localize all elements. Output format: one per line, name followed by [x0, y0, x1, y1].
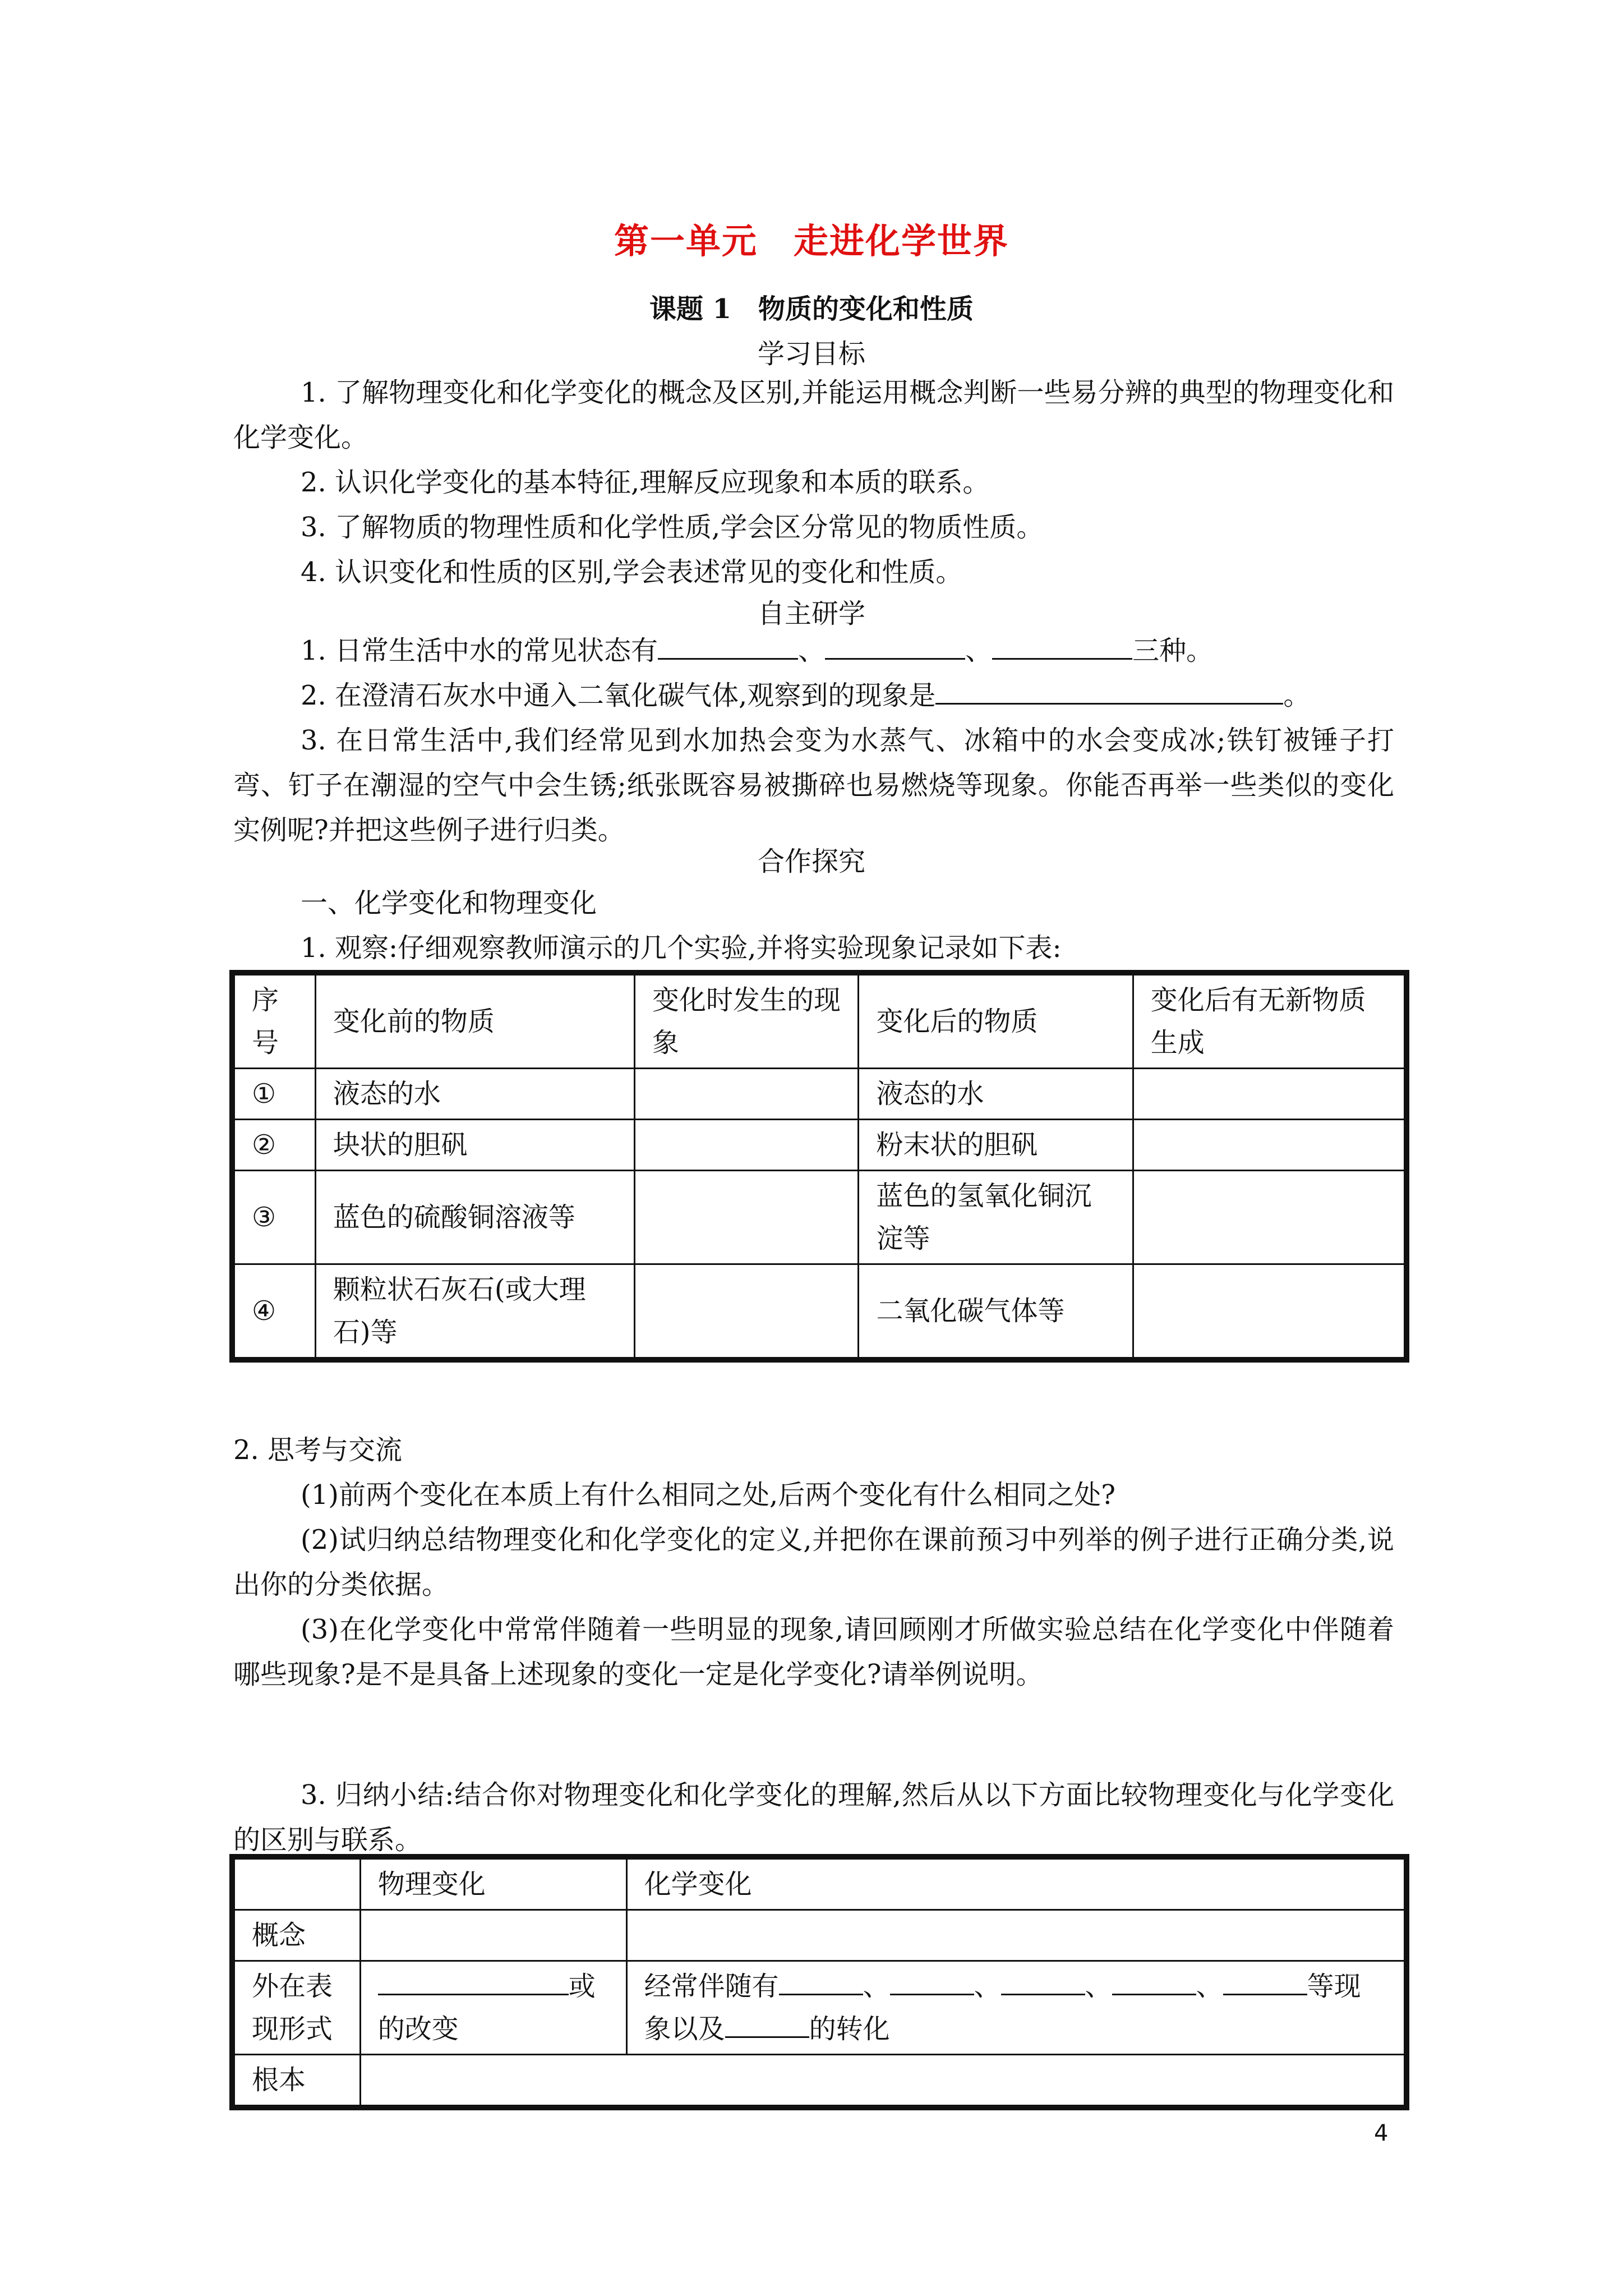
- think-heading: 2. 思考与交流: [233, 1434, 403, 1466]
- think-item: (1)前两个变化在本质上有什么相同之处,后两个变化有什么相同之处?: [301, 1479, 1115, 1511]
- answer-cell[interactable]: [635, 1120, 859, 1171]
- table-cell: 蓝色的氢氧化铜沉淀等: [859, 1171, 1133, 1264]
- table-row: [234, 1171, 1405, 1264]
- chem-form-blank[interactable]: [1223, 1971, 1307, 1995]
- q1-blank-1[interactable]: [658, 636, 798, 660]
- q2-blank[interactable]: [935, 680, 1283, 705]
- phys-form-suffix: 或: [568, 1971, 596, 2002]
- header-cell: 化学变化: [626, 1859, 1404, 1910]
- table-cell: 粉末状的胆矾: [859, 1120, 1133, 1171]
- answer-cell[interactable]: [635, 1069, 859, 1120]
- table-row: [234, 1961, 1405, 2055]
- observe-instruction: 1. 观察:仔细观察教师演示的几个实验,并将实验现象记录如下表:: [301, 932, 1062, 964]
- q2-prefix: 2. 在澄清石灰水中通入二氧化碳气体,观察到的现象是: [301, 680, 936, 711]
- goal-item: 4. 认识变化和性质的区别,学会表述常见的变化和性质。: [301, 556, 963, 588]
- table-row: [234, 2055, 1405, 2106]
- table-cell: ③: [234, 1171, 316, 1264]
- q1-prefix: 1. 日常生活中水的常见状态有: [301, 635, 658, 666]
- goal-item: 2. 认识化学变化的基本特征,理解反应现象和本质的联系。: [301, 467, 990, 498]
- q1-suffix: 三种。: [1132, 635, 1214, 666]
- answer-cell[interactable]: [1133, 1264, 1404, 1358]
- table-cell: ①: [234, 1069, 316, 1120]
- chem-form-sep: 、: [1196, 1971, 1223, 2002]
- header-cell: 物理变化: [360, 1859, 626, 1910]
- table-cell: 液态的水: [315, 1069, 634, 1120]
- chem-form-blank[interactable]: [1112, 1971, 1196, 1995]
- chem-form-sep: 、: [863, 1971, 890, 2002]
- header-cell: 变化后有无新物质生成: [1133, 975, 1404, 1069]
- answer-cell[interactable]: [1133, 1069, 1404, 1120]
- answer-cell[interactable]: [1133, 1171, 1404, 1264]
- table-header-row: [234, 975, 1405, 1069]
- table-cell: 颗粒状石灰石(或大理石)等: [315, 1264, 634, 1358]
- explore-heading: 合作探究: [757, 846, 865, 877]
- q1-sep: 、: [798, 635, 826, 666]
- self-study-q3: 3. 在日常生活中,我们经常见到水加热会变为水蒸气、冰箱中的水会变成冰;铁钉被锤子打弯、钉子在潮湿的空气中会生锈;纸张既容易被撕碎也易燃烧等现象。你能否再举一些类似的变化实例呢?并把这些例子进行归类。: [233, 725, 1394, 846]
- chem-form-sep: 、: [1085, 1971, 1112, 2002]
- corner-cell: [234, 1859, 361, 1910]
- table-row: [234, 1120, 1405, 1171]
- think-item: (2)试归纳总结物理变化和化学变化的定义,并把你在课前预习中列举的例子进行正确分类,说出你的分类依据。: [233, 1524, 1394, 1600]
- table-row: [234, 1069, 1405, 1120]
- self-study-q2: [233, 673, 1394, 718]
- answer-cell[interactable]: [360, 2055, 1404, 2106]
- table-cell: ④: [234, 1264, 316, 1358]
- row-label: 根本: [234, 2055, 361, 2106]
- table-cell: [360, 1961, 626, 2055]
- table-cell: 二氧化碳气体等: [859, 1264, 1133, 1358]
- table-header-row: [234, 1859, 1405, 1910]
- header-cell: 变化前的物质: [315, 975, 634, 1069]
- chem-form-tail: 的转化: [809, 2013, 890, 2045]
- unit-title: 第一单元 走进化学世界: [614, 220, 1009, 261]
- chem-form-prefix: 经常伴随有: [644, 1971, 779, 2002]
- observation-table: [233, 974, 1405, 1359]
- q1-blank-3[interactable]: [992, 636, 1132, 660]
- table-row: [234, 1264, 1405, 1358]
- chem-form-blank[interactable]: [1001, 1971, 1085, 1995]
- goal-item: 3. 了解物质的物理性质和化学性质,学会区分常见的物质性质。: [301, 512, 1044, 543]
- answer-cell[interactable]: [635, 1171, 859, 1264]
- q1-blank-2[interactable]: [825, 636, 965, 660]
- table-cell: ②: [234, 1120, 316, 1171]
- chem-form-blank[interactable]: [779, 1971, 863, 1995]
- row-label: 概念: [234, 1910, 361, 1961]
- page-number: 4: [1374, 2120, 1389, 2146]
- goal-item: 1. 了解物理变化和化学变化的概念及区别,并能运用概念判断一些易分辨的典型的物理变化和化学变化。: [233, 377, 1394, 453]
- answer-cell[interactable]: [635, 1264, 859, 1358]
- self-study-q1: [233, 628, 1394, 673]
- table-cell: 蓝色的硫酸铜溶液等: [315, 1171, 634, 1264]
- phys-form-blank[interactable]: [378, 1971, 569, 1995]
- header-cell: 序号: [234, 975, 316, 1069]
- q1-sep: 、: [965, 635, 993, 666]
- goals-heading: 学习目标: [757, 338, 865, 370]
- chem-form-blank[interactable]: [890, 1971, 974, 1995]
- chem-form-mid: 等现象以及: [644, 1971, 1361, 2045]
- table-cell: [626, 1961, 1404, 2055]
- explore-sub1: 一、化学变化和物理变化: [301, 887, 597, 919]
- chem-form-sep: 、: [974, 1971, 1001, 2002]
- q2-suffix: 。: [1283, 680, 1311, 711]
- row-label: 外在表现形式: [234, 1961, 361, 2055]
- answer-cell[interactable]: [1133, 1120, 1404, 1171]
- answer-cell[interactable]: [626, 1910, 1404, 1961]
- chem-form-blank[interactable]: [725, 2014, 809, 2038]
- comparison-table: [233, 1858, 1405, 2106]
- self-study-heading: 自主研学: [757, 598, 865, 629]
- header-cell: 变化后的物质: [859, 975, 1133, 1069]
- table-cell: 块状的胆矾: [315, 1120, 634, 1171]
- think-item: (3)在化学变化中常常伴随着一些明显的现象,请回顾刚才所做实验总结在化学变化中伴随着哪些现象?是不是具备上述现象的变化一定是化学变化?请举例说明。: [233, 1614, 1394, 1690]
- phys-form-tail: 的改变: [377, 2013, 459, 2045]
- summary-instruction: 3. 归纳小结:结合你对物理变化和化学变化的理解,然后从以下方面比较物理变化与化学变化的区别与联系。: [233, 1779, 1394, 1856]
- lesson-title: 课题 1 物质的变化和性质: [649, 293, 974, 325]
- table-row: [234, 1910, 1405, 1961]
- answer-cell[interactable]: [360, 1910, 626, 1961]
- table-cell: 液态的水: [859, 1069, 1133, 1120]
- header-cell: 变化时发生的现象: [635, 975, 859, 1069]
